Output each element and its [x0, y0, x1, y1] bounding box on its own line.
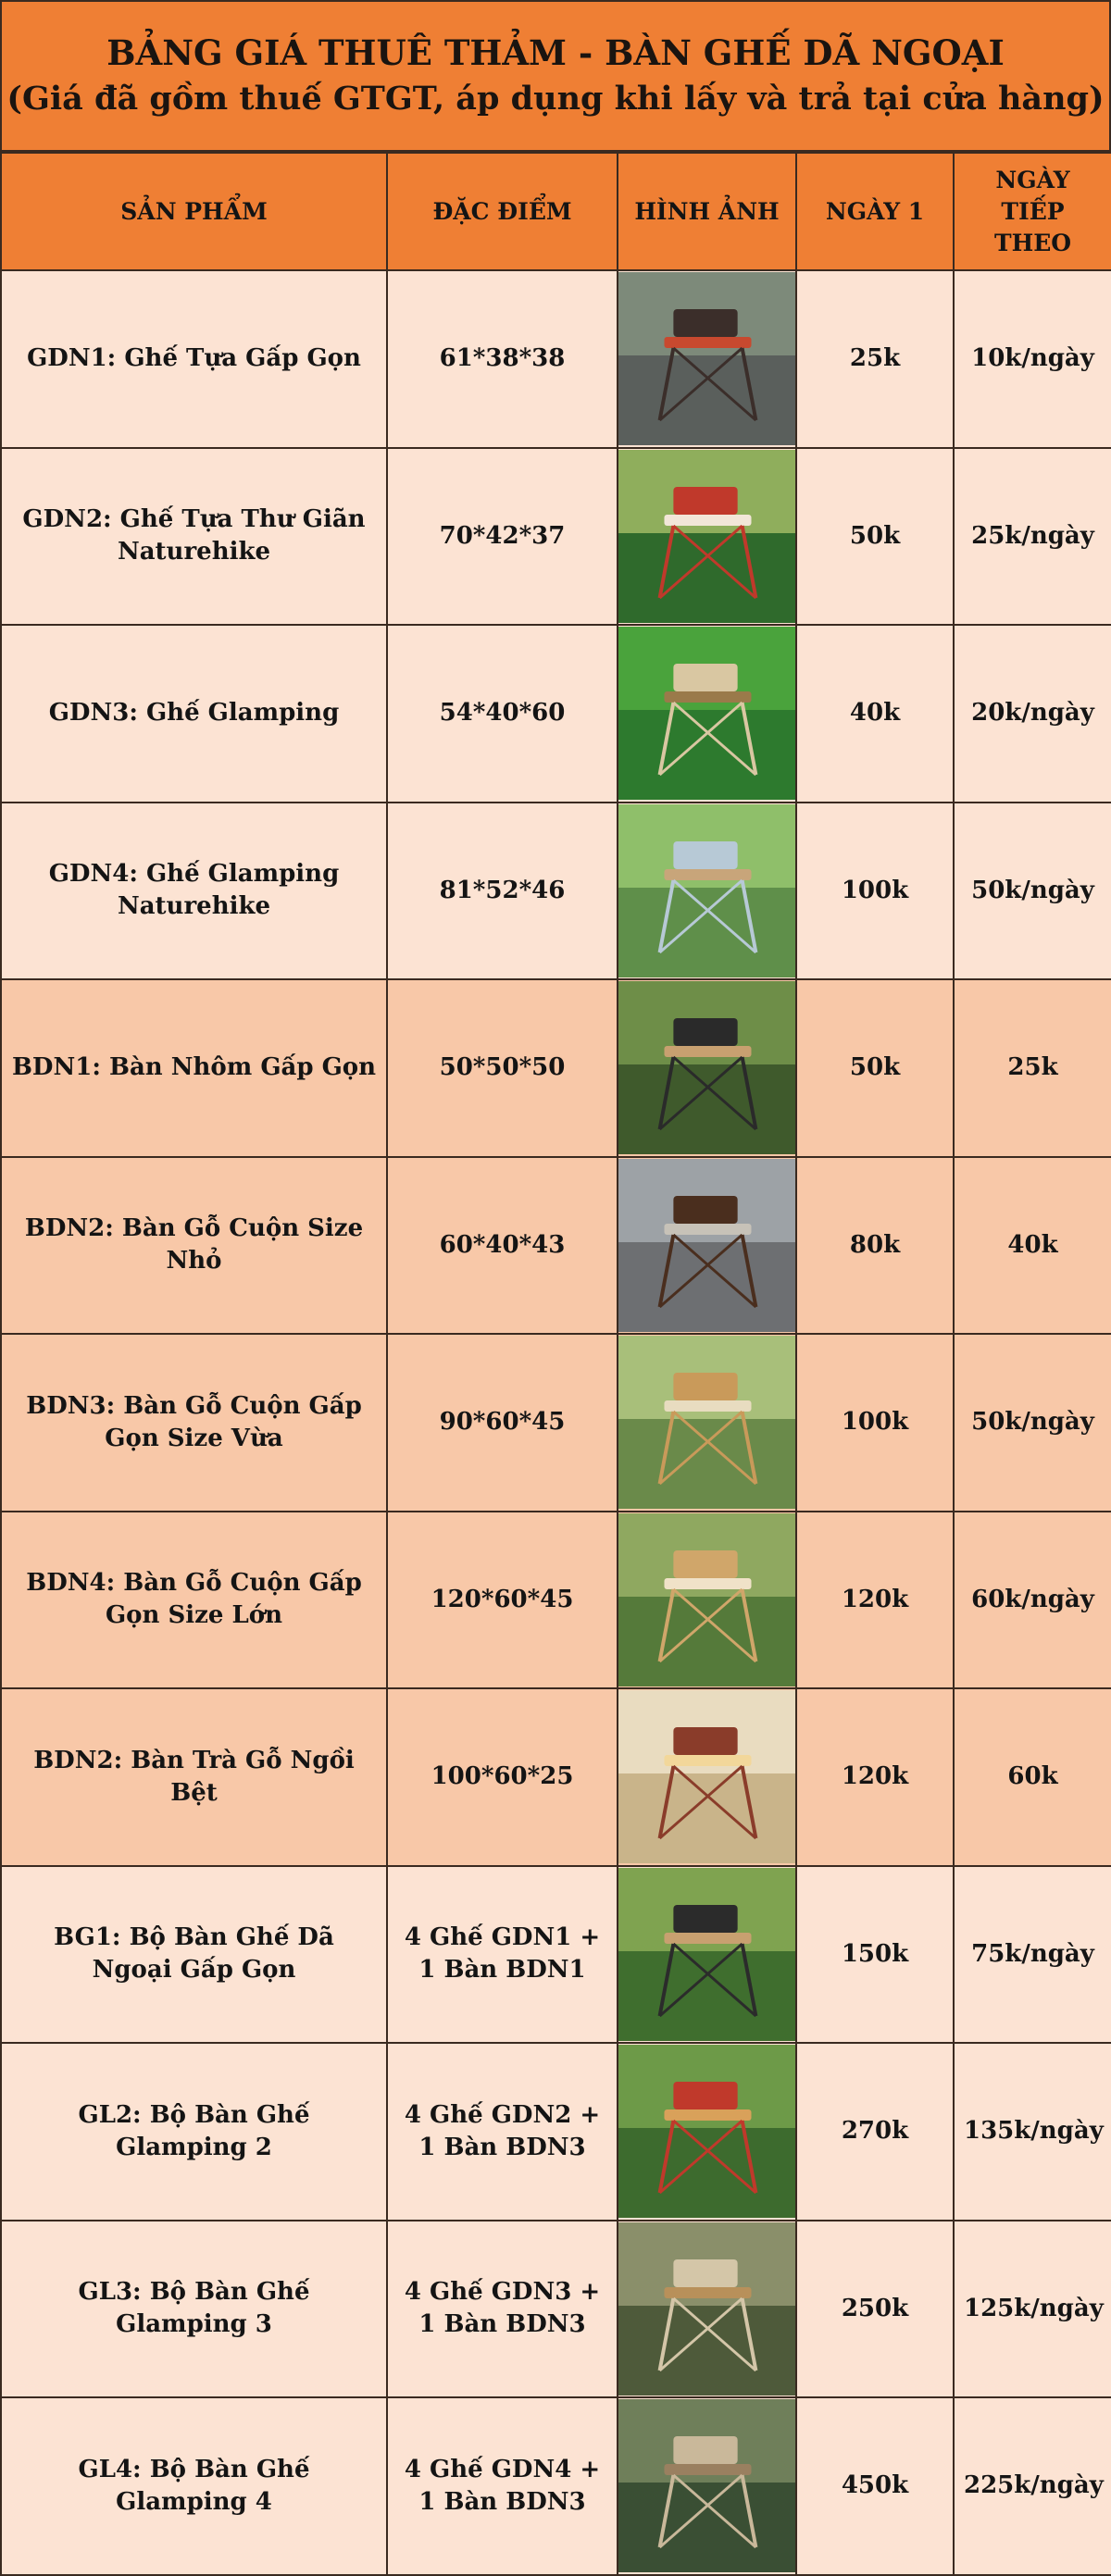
product-image-cell	[618, 2397, 796, 2575]
glamping-chair-photo	[618, 627, 795, 800]
table-body	[1, 270, 1111, 2575]
price-day1: 250k	[796, 2221, 954, 2398]
table-row	[1, 2043, 1111, 2221]
product-spec: 4 Ghế GDN1 + 1 Bàn BDN1	[387, 1866, 618, 2044]
product-name: BDN4: Bàn Gỗ Cuộn Gấp Gọn Size Lớn	[1, 1512, 387, 1689]
price-day1: 450k	[796, 2397, 954, 2575]
product-spec: 61*38*38	[387, 270, 618, 448]
table-row	[1, 1157, 1111, 1335]
naturehike-chair-photo	[618, 804, 795, 977]
tea-table-photo	[618, 1690, 795, 1863]
price-next-day: 25k/ngày	[954, 448, 1111, 626]
product-image-cell	[618, 1157, 796, 1335]
glamping-set-4-photo	[618, 2399, 795, 2572]
table-header-row	[1, 153, 1111, 270]
product-image-cell	[618, 1334, 796, 1512]
price-day1: 120k	[796, 1512, 954, 1689]
product-name: BDN2: Bàn Gỗ Cuộn Size Nhỏ	[1, 1157, 387, 1335]
product-image-cell	[618, 448, 796, 626]
table-row	[1, 625, 1111, 803]
price-next-day: 20k/ngày	[954, 625, 1111, 803]
price-next-day: 125k/ngày	[954, 2221, 1111, 2398]
price-table	[0, 152, 1111, 2576]
product-spec: 4 Ghế GDN3 + 1 Bàn BDN3	[387, 2221, 618, 2398]
price-day1: 150k	[796, 1866, 954, 2044]
product-name: BDN1: Bàn Nhôm Gấp Gọn	[1, 979, 387, 1157]
price-day1: 120k	[796, 1688, 954, 1866]
product-spec: 100*60*25	[387, 1688, 618, 1866]
header-image: HÌNH ẢNH	[618, 153, 796, 270]
price-next-day: 25k	[954, 979, 1111, 1157]
product-name: GL4: Bộ Bàn Ghế Glamping 4	[1, 2397, 387, 2575]
glamping-set-2-photo	[618, 2045, 795, 2218]
product-name: GL3: Bộ Bàn Ghế Glamping 3	[1, 2221, 387, 2398]
product-image-cell	[618, 979, 796, 1157]
product-image-cell	[618, 1866, 796, 2044]
product-image-cell	[618, 2043, 796, 2221]
price-day1: 40k	[796, 625, 954, 803]
relax-chair-photo	[618, 450, 795, 623]
table-row	[1, 2221, 1111, 2398]
product-name: GDN2: Ghế Tựa Thư Giãn Naturehike	[1, 448, 387, 626]
product-image-cell	[618, 270, 796, 448]
price-next-day: 75k/ngày	[954, 1866, 1111, 2044]
product-spec: 60*40*43	[387, 1157, 618, 1335]
product-name: GDN1: Ghế Tựa Gấp Gọn	[1, 270, 387, 448]
price-day1: 25k	[796, 270, 954, 448]
product-image-cell	[618, 803, 796, 980]
table-row	[1, 270, 1111, 448]
price-next-day: 225k/ngày	[954, 2397, 1111, 2575]
product-name: GDN4: Ghế Glamping Naturehike	[1, 803, 387, 980]
price-next-day: 10k/ngày	[954, 270, 1111, 448]
small-wood-table-photo	[618, 1159, 795, 1332]
product-image-cell	[618, 625, 796, 803]
product-image-cell	[618, 2221, 796, 2398]
title-banner	[0, 0, 1111, 152]
header-spec: ĐẶC ĐIỂM	[387, 153, 618, 270]
title-line-2: (Giá đã gồm thuế GTGT, áp dụng khi lấy và trả tại cửa hàng)	[6, 80, 1105, 118]
picnic-set-photo	[618, 1868, 795, 2041]
price-day1: 100k	[796, 1334, 954, 1512]
product-image-cell	[618, 1688, 796, 1866]
product-name: GDN3: Ghế Glamping	[1, 625, 387, 803]
price-day1: 100k	[796, 803, 954, 980]
table-row	[1, 1688, 1111, 1866]
product-spec: 81*52*46	[387, 803, 618, 980]
product-spec: 4 Ghế GDN4 + 1 Bàn BDN3	[387, 2397, 618, 2575]
product-spec: 54*40*60	[387, 625, 618, 803]
table-row	[1, 1334, 1111, 1512]
price-day1: 50k	[796, 979, 954, 1157]
price-next-day: 50k/ngày	[954, 803, 1111, 980]
product-spec: 4 Ghế GDN2 + 1 Bàn BDN3	[387, 2043, 618, 2221]
header-product: SẢN PHẨM	[1, 153, 387, 270]
glamping-set-3-photo	[618, 2222, 795, 2396]
product-spec: 90*60*45	[387, 1334, 618, 1512]
price-next-day: 60k	[954, 1688, 1111, 1866]
price-next-day: 135k/ngày	[954, 2043, 1111, 2221]
price-next-day: 60k/ngày	[954, 1512, 1111, 1689]
price-next-day: 40k	[954, 1157, 1111, 1335]
aluminum-table-photo	[618, 981, 795, 1154]
product-name: BDN3: Bàn Gỗ Cuộn Gấp Gọn Size Vừa	[1, 1334, 387, 1512]
price-day1: 50k	[796, 448, 954, 626]
table-row	[1, 1512, 1111, 1689]
table-row	[1, 979, 1111, 1157]
price-next-day: 50k/ngày	[954, 1334, 1111, 1512]
title-line-1: BẢNG GIÁ THUÊ THẢM - BÀN GHẾ DÃ NGOẠI	[106, 32, 1005, 73]
product-name: GL2: Bộ Bàn Ghế Glamping 2	[1, 2043, 387, 2221]
table-row	[1, 2397, 1111, 2575]
product-spec: 50*50*50	[387, 979, 618, 1157]
product-name: BG1: Bộ Bàn Ghế Dã Ngoại Gấp Gọn	[1, 1866, 387, 2044]
large-wood-table-photo	[618, 1513, 795, 1686]
header-next-day: NGÀY TIẾP THEO	[954, 153, 1111, 270]
product-name: BDN2: Bàn Trà Gỗ Ngồi Bệt	[1, 1688, 387, 1866]
product-image-cell	[618, 1512, 796, 1689]
product-spec: 70*42*37	[387, 448, 618, 626]
folding-chair-photo	[618, 272, 795, 445]
medium-wood-table-photo	[618, 1336, 795, 1509]
table-row	[1, 803, 1111, 980]
table-row	[1, 448, 1111, 626]
header-day1: NGÀY 1	[796, 153, 954, 270]
product-spec: 120*60*45	[387, 1512, 618, 1689]
table-row	[1, 1866, 1111, 2044]
price-day1: 270k	[796, 2043, 954, 2221]
price-day1: 80k	[796, 1157, 954, 1335]
